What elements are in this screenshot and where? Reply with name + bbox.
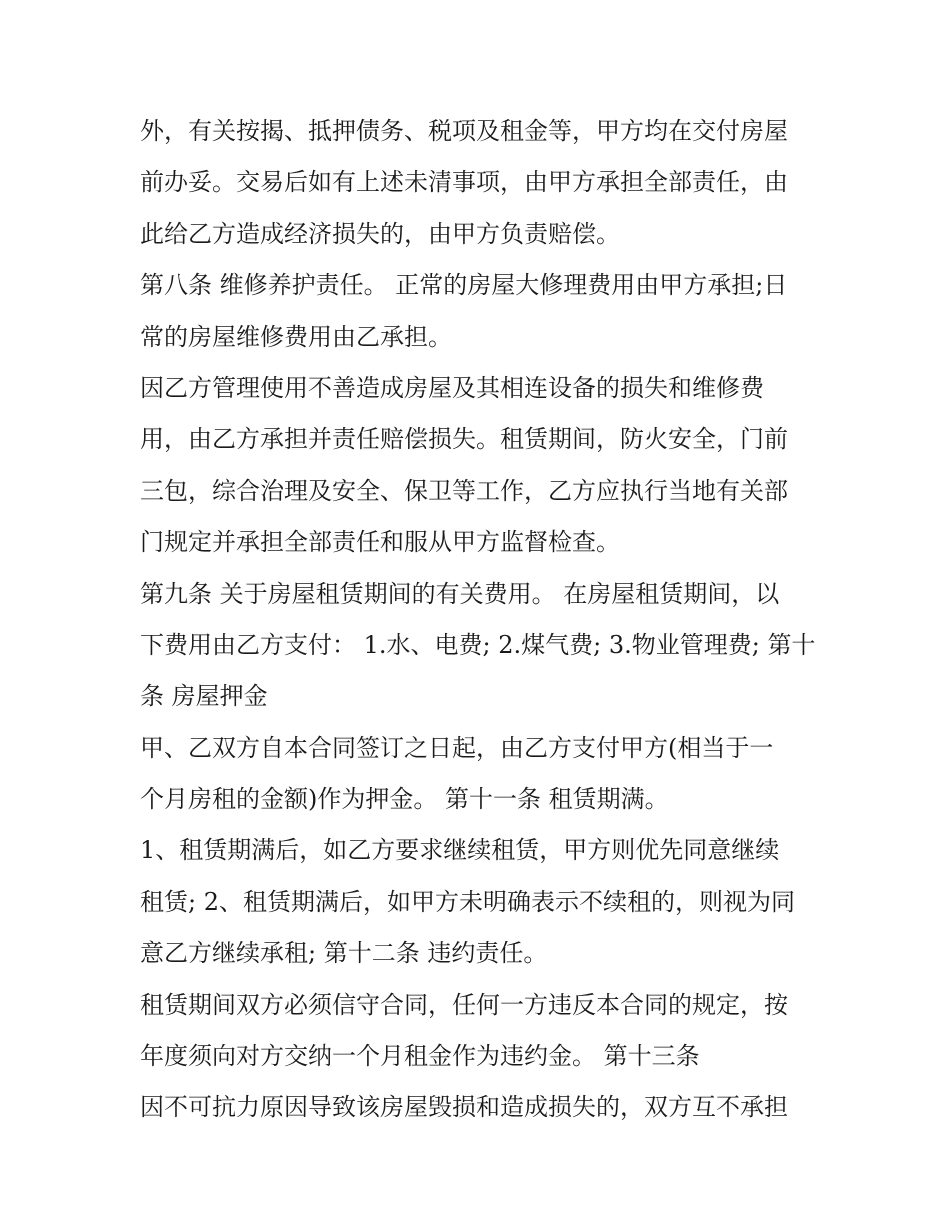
text-line: 门规定并承担全部责任和服从甲方监督检查。 [140, 528, 620, 557]
text-line: 此给乙方造成经济损失的，由甲方负责赔偿。 [140, 219, 620, 248]
text-line: 意乙方继续承租; 第十二条 违约责任。 [140, 939, 548, 968]
text-line: 因不可抗力原因导致该房屋毁损和造成损失的，双方互不承担 [140, 1093, 788, 1122]
text-line: 第八条 维修养护责任。 正常的房屋大修理费用由甲方承担;日 [140, 271, 788, 300]
text-line: 年度须向对方交纳一个月租金作为违约金。 第十三条 [140, 1042, 700, 1071]
text-line: 甲、乙双方自本合同签订之日起，由乙方支付甲方(相当于一 [140, 733, 774, 762]
text-line: 个月房租的金额)作为押金。 第十一条 租赁期满。 [140, 785, 669, 814]
text-line: 外，有关按揭、抵押债务、税项及租金等，甲方均在交付房屋 [140, 117, 788, 145]
text-line: 租赁; 2、租赁期满后，如甲方未明确表示不续租的，则视为同 [140, 887, 795, 916]
text-line: 用，由乙方承担并责任赔偿损失。租赁期间，防火安全，门前 [140, 425, 788, 454]
document-body [140, 106, 820, 1134]
text-line: 常的房屋维修费用由乙承担。 [140, 322, 452, 351]
text-line: 条 房屋押金 [140, 682, 268, 711]
text-line: 因乙方管理使用不善造成房屋及其相连设备的损失和维修费 [140, 373, 764, 402]
text-line: 租赁期间双方必须信守合同，任何一方违反本合同的规定，按 [140, 990, 788, 1019]
text-line: 三包，综合治理及安全、保卫等工作，乙方应执行当地有关部 [140, 476, 788, 505]
text-line: 第九条 关于房屋租赁期间的有关费用。 在房屋租赁期间，以 [140, 579, 780, 608]
text-line: 下费用由乙方支付： 1.水、电费; 2.煤气费; 3.物业管理费; 第十 [140, 630, 816, 659]
text-line: 前办妥。交易后如有上述未清事项，由甲方承担全部责任，由 [140, 168, 788, 197]
text-line: 1、租赁期满后，如乙方要求继续租赁，甲方则优先同意继续 [140, 836, 780, 865]
